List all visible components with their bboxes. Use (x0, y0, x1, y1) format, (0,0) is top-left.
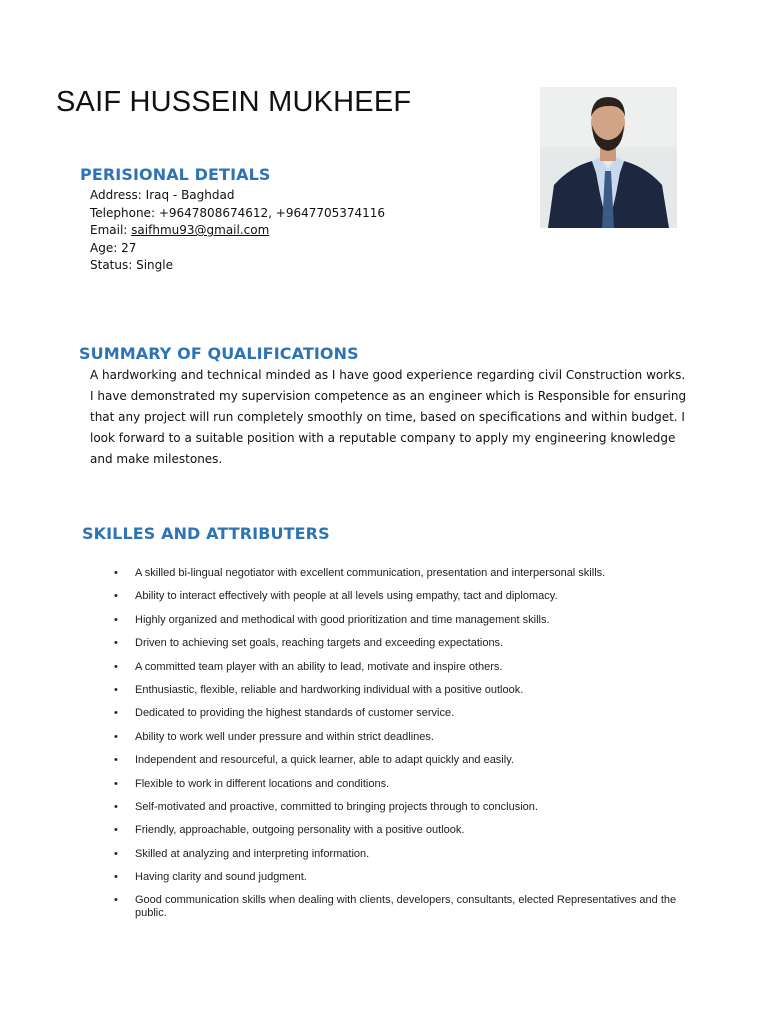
skill-item (114, 731, 684, 744)
address-value: Iraq - Baghdad (145, 188, 235, 202)
skill-item (114, 684, 684, 697)
bullet-icon: • (114, 660, 118, 673)
skill-text: Good communication skills when dealing with clients, developers, consultants, elected Representatives and the public. (135, 894, 677, 920)
status-label: Status: (90, 258, 133, 272)
skill-text: Self-motivated and proactive, committed to bringing projects through to conclusion. (135, 800, 538, 813)
skill-item (114, 754, 684, 767)
skill-text: Driven to achieving set goals, reaching targets and exceeding expectations. (135, 637, 504, 650)
skill-text: Ability to interact effectively with people at all levels using empathy, tact and diplomacy. (135, 590, 558, 603)
bullet-icon: • (114, 730, 118, 743)
skill-item (114, 661, 684, 674)
status-value: Single (136, 258, 173, 272)
skill-text: Enthusiastic, flexible, reliable and hardworking individual with a positive outlook. (135, 683, 524, 696)
skill-item (114, 848, 684, 861)
skill-text: Skilled at analyzing and interpreting information. (135, 847, 370, 860)
skill-item (114, 894, 684, 920)
bullet-icon: • (114, 824, 118, 837)
email-line (90, 222, 385, 240)
bullet-icon: • (114, 707, 118, 720)
bullet-icon: • (114, 777, 118, 790)
telephone-line (90, 205, 385, 223)
bullet-icon: • (114, 847, 118, 860)
personal-details-list (90, 187, 385, 275)
bullet-icon: • (114, 567, 118, 579)
skill-text: Having clarity and sound judgment. (135, 871, 307, 884)
skill-item (114, 590, 684, 603)
skill-text: Independent and resourceful, a quick learner, able to adapt quickly and easily. (135, 754, 514, 767)
bullet-icon: • (114, 637, 118, 650)
skill-item (114, 824, 684, 837)
skill-item (114, 707, 684, 720)
personal-details-heading: PERISIONAL DETIALS (80, 165, 271, 184)
age-value: 27 (121, 240, 137, 255)
skill-item (114, 567, 684, 580)
address-line (90, 187, 385, 205)
email-label: Email: (90, 223, 128, 237)
skill-text: Highly organized and methodical with good prioritization and time management skills. (135, 613, 550, 626)
bullet-icon: • (114, 800, 118, 813)
skill-item (114, 637, 684, 650)
skill-item (114, 614, 684, 627)
age-label: Age: (90, 240, 118, 255)
email-link[interactable]: saifhmu93@gmail.com (131, 223, 270, 237)
profile-photo (540, 87, 677, 228)
bullet-icon: • (114, 613, 118, 626)
address-label: Address: (90, 188, 142, 202)
skills-list (114, 567, 684, 931)
skill-text: Ability to work well under pressure and within strict deadlines. (135, 730, 434, 743)
skill-item (114, 778, 684, 791)
telephone-label: Telephone: (90, 205, 155, 220)
bullet-icon: • (114, 894, 118, 907)
status-line (90, 257, 385, 275)
age-line (90, 240, 385, 258)
skill-item (114, 871, 684, 884)
summary-heading: SUMMARY OF QUALIFICATIONS (79, 344, 359, 363)
skill-text: A skilled bi-lingual negotiator with excellent communication, presentation and interpersonal skills. (135, 567, 606, 579)
bullet-icon: • (114, 754, 118, 767)
skill-text: Dedicated to providing the highest standards of customer service. (135, 707, 455, 720)
bullet-icon: • (114, 683, 118, 696)
skill-text: A committed team player with an ability to lead, motivate and inspire others. (135, 660, 503, 673)
skills-heading: SKILLES AND ATTRIBUTERS (82, 524, 330, 543)
bullet-icon: • (114, 871, 118, 884)
telephone-value: +9647808674612, +9647705374116 (158, 205, 386, 220)
summary-text: A hardworking and technical minded as I have good experience regarding civil Construction works. I have demonstrated my supervision competence as an engineer which is Responsible for ensuring that any project will run completely smoothly on time, based on specifications and within budget. I look forward to a suitable position with a reputable company to apply my engineering knowledge and make milestones. (90, 368, 687, 466)
bullet-icon: • (114, 590, 118, 603)
skill-item (114, 801, 684, 814)
applicant-name: SAIF HUSSEIN MUKHEEF (56, 86, 412, 118)
skill-text: Flexible to work in different locations and conditions. (135, 777, 390, 790)
skill-text: Friendly, approachable, outgoing personality with a positive outlook. (135, 824, 465, 837)
